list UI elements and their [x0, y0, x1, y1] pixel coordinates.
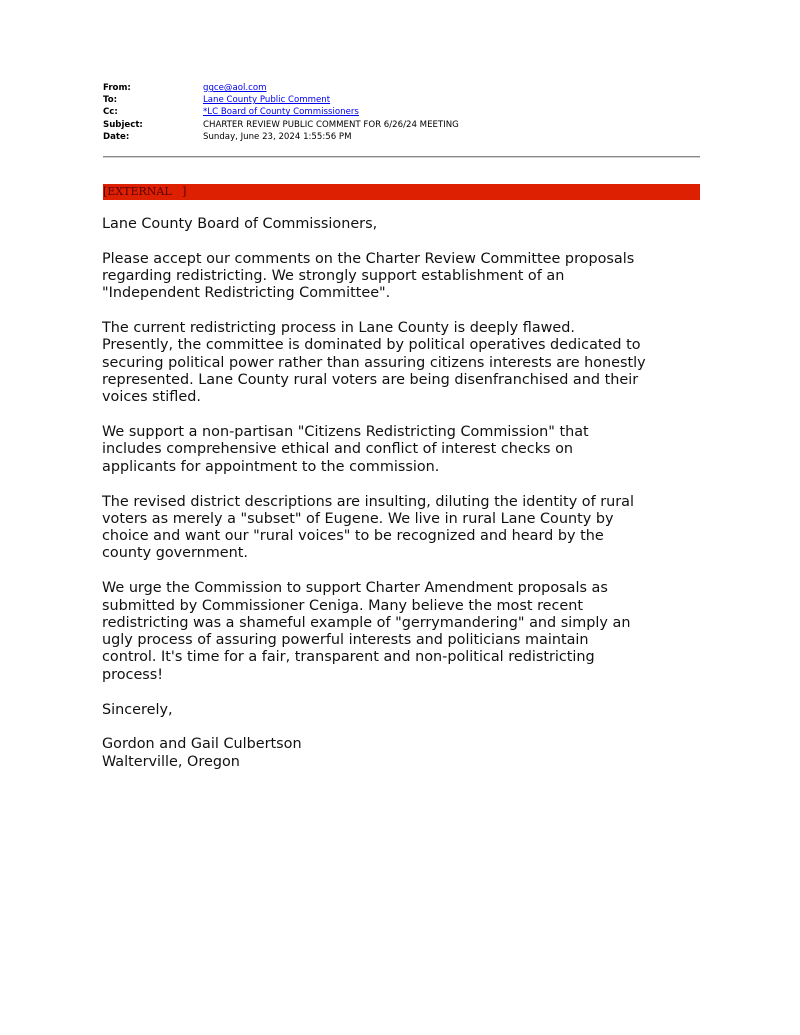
- from-row: [103, 82, 699, 94]
- paragraph-1: [102, 251, 702, 303]
- paragraph-line: The revised district descriptions are insulting, diluting the identity of rural: [102, 493, 635, 510]
- closing: Sincerely,: [102, 701, 173, 718]
- paragraph-line: The current redistricting process in Lane County is deeply flawed.: [102, 320, 575, 337]
- paragraph-line: represented. Lane County rural voters are being disenfranchised and their: [102, 372, 639, 389]
- from-label: From:: [103, 83, 131, 93]
- paragraph-4: [102, 494, 702, 563]
- from-link[interactable]: ggce@aol.com: [203, 83, 267, 93]
- to-row: [103, 94, 699, 106]
- to-label: To:: [103, 95, 118, 106]
- external-banner-text: [EXTERNAL ]: [103, 185, 187, 198]
- paragraph-line: ugly process of assuring powerful interests and politicians maintain: [102, 632, 589, 649]
- email-header: [103, 82, 699, 143]
- header-divider: [103, 156, 700, 158]
- paragraph-line: We support a non-partisan "Citizens Redistricting Commission" that: [102, 424, 589, 441]
- paragraph-line: choice and want our "rural voices" to be recognized and heard by the: [102, 528, 604, 545]
- signature: [102, 736, 702, 771]
- paragraph-3: [102, 424, 702, 476]
- signature-name: Gordon and Gail Culbertson: [102, 736, 302, 753]
- paragraph-line: "Independent Redistricting Committee".: [102, 285, 391, 302]
- salutation: Lane County Board of Commissioners,: [102, 216, 378, 232]
- paragraph-line: control. It's time for a fair, transparent and non-political redistricting: [102, 649, 595, 666]
- paragraph-line: voters as merely a "subset" of Eugene. We live in rural Lane County by: [102, 510, 614, 527]
- paragraph-5: [102, 580, 702, 684]
- paragraph-line: county government.: [102, 545, 248, 562]
- subject-row: [103, 119, 699, 131]
- paragraph-line: Presently, the committee is dominated by political operatives dedicated to: [102, 337, 641, 354]
- external-banner: [103, 184, 700, 200]
- paragraph-line: redistricting was a shameful example of "gerrymandering" and simply an: [102, 614, 631, 631]
- signature-location: Walterville, Oregon: [102, 753, 240, 770]
- subject-value: CHARTER REVIEW PUBLIC COMMENT FOR 6/26/24 MEETING: [203, 119, 459, 130]
- paragraph-line: includes comprehensive ethical and conflict of interest checks on: [102, 441, 574, 458]
- date-row: [103, 131, 699, 143]
- paragraph-line: regarding redistricting. We strongly support establishment of an: [102, 268, 565, 285]
- email-body: [102, 216, 702, 771]
- paragraph-line: We urge the Commission to support Charter Amendment proposals as: [102, 580, 608, 597]
- cc-link[interactable]: *LC Board of County Commissioners: [203, 107, 359, 118]
- paragraph-line: process!: [102, 666, 164, 683]
- date-value: Sunday, June 23, 2024 1:55:56 PM: [203, 131, 352, 142]
- to-link[interactable]: Lane County Public Comment: [203, 95, 331, 106]
- paragraph-line: Please accept our comments on the Charter Review Committee proposals: [102, 250, 635, 267]
- paragraph-2: [102, 320, 702, 406]
- subject-label: Subject:: [103, 119, 143, 130]
- cc-label: Cc:: [103, 107, 118, 118]
- paragraph-line: voices stifled.: [102, 389, 201, 406]
- date-label: Date:: [103, 131, 130, 142]
- paragraph-line: submitted by Commissioner Ceniga. Many believe the most recent: [102, 597, 584, 614]
- cc-row: [103, 106, 699, 118]
- paragraph-line: applicants for appointment to the commission.: [102, 458, 440, 475]
- paragraph-line: securing political power rather than assuring citizens interests are honestly: [102, 354, 646, 371]
